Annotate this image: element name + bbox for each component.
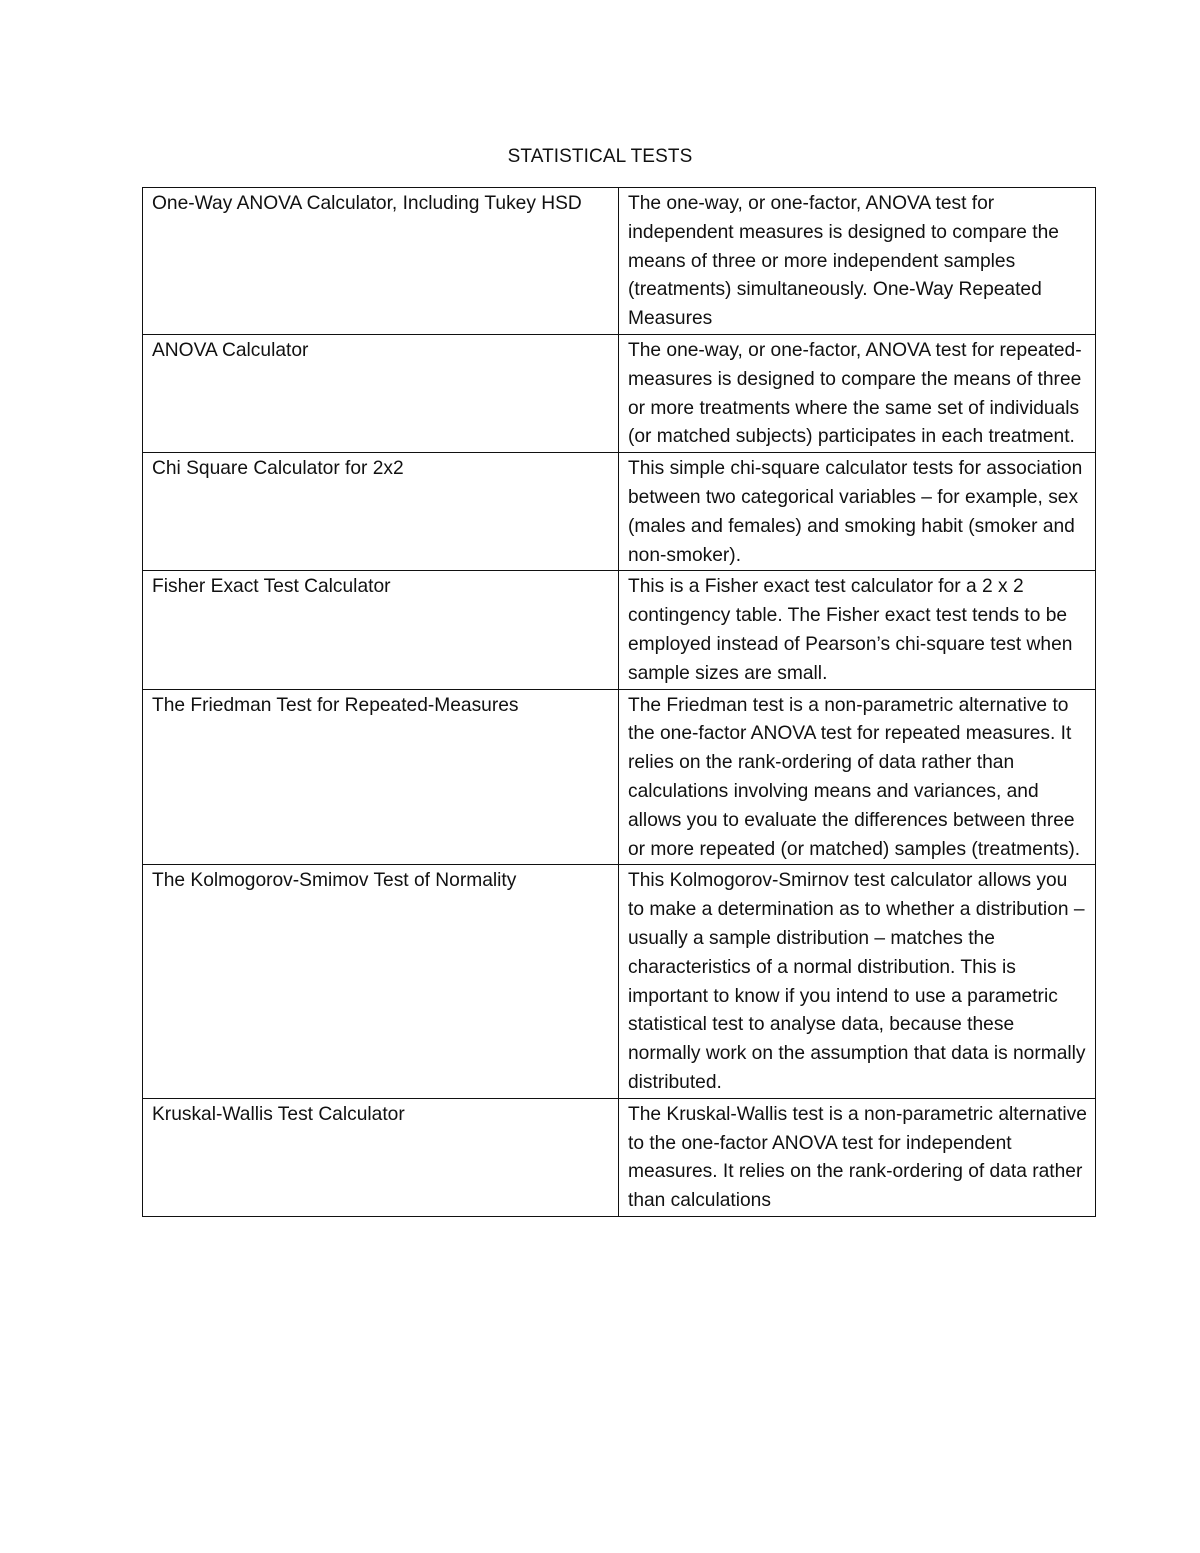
test-name-cell: Fisher Exact Test Calculator xyxy=(143,571,619,689)
table-row xyxy=(143,334,1096,452)
test-name-cell: One-Way ANOVA Calculator, Including Tukey HSD xyxy=(143,188,619,335)
test-name-cell: Kruskal-Wallis Test Calculator xyxy=(143,1098,619,1216)
test-description-cell: The one-way, or one-factor, ANOVA test for repeated-measures is designed to compare the means of three or more treatments where the same set of individuals (or matched subjects) participates in each treatment. xyxy=(619,334,1096,452)
test-description-cell: This is a Fisher exact test calculator for a 2 x 2 contingency table. The Fisher exact test tends to be employed instead of Pearson’s chi-square test when sample sizes are small. xyxy=(619,571,1096,689)
test-name-cell: ANOVA Calculator xyxy=(143,334,619,452)
test-name-cell: The Kolmogorov-Smimov Test of Normality xyxy=(143,865,619,1098)
table-row xyxy=(143,865,1096,1098)
table-row xyxy=(143,689,1096,865)
page-title: STATISTICAL TESTS xyxy=(507,146,693,167)
test-description-cell: This simple chi-square calculator tests for association between two categorical variables – for example, sex (males and females) and smoking habit (smoker and non-smoker). xyxy=(619,453,1096,571)
test-description-cell: This Kolmogorov-Smirnov test calculator allows you to make a determination as to whether a distribution – usually a sample distribution – matches the characteristics of a normal distribution. This is important to know if you intend to use a parametric statistical test to analyse data, because these normally work on the assumption that data is normally distributed. xyxy=(619,865,1096,1098)
test-description-cell: The one-way, or one-factor, ANOVA test for independent measures is designed to compare the means of three or more independent samples (treatments) simultaneously. One-Way Repeated Measures xyxy=(619,188,1096,335)
table-row xyxy=(143,453,1096,571)
statistical-tests-table xyxy=(142,187,1096,1217)
test-description-cell: The Kruskal-Wallis test is a non-parametric alternative to the one-factor ANOVA test for independent measures. It relies on the rank-ordering of data rather than calculations xyxy=(619,1098,1096,1216)
table-row xyxy=(143,571,1096,689)
test-name-cell: The Friedman Test for Repeated-Measures xyxy=(143,689,619,865)
table-row xyxy=(143,188,1096,335)
table-row xyxy=(143,1098,1096,1216)
test-name-cell: Chi Square Calculator for 2x2 xyxy=(143,453,619,571)
test-description-cell: The Friedman test is a non-parametric alternative to the one-factor ANOVA test for repeated measures. It relies on the rank-ordering of data rather than calculations involving means and variances, and allows you to evaluate the differences between three or more repeated (or matched) samples (treatments). xyxy=(619,689,1096,865)
